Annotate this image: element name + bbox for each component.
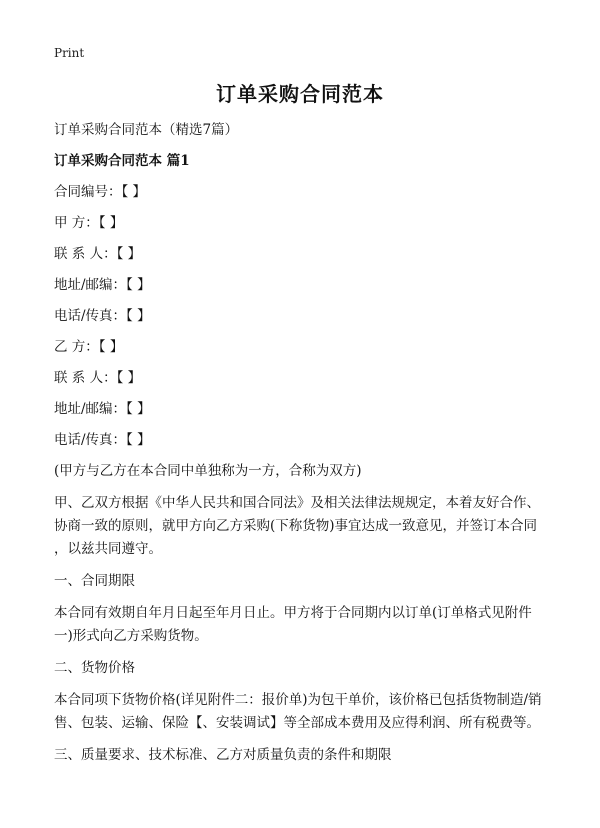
clause-paragraph-line: 售、包装、运输、保险【、安装调试】等全部成本费用及应得利润、所有税费等。 <box>54 715 540 731</box>
party-b-contact-field: 联 系 人：【 】 <box>54 370 142 386</box>
intro-paragraph-line: 协商一致的原则，就甲方向乙方采购(下称货物)事宜达成一致意见，并签订本合同 <box>54 518 538 534</box>
page-title: 订单采购合同范本 <box>216 82 384 106</box>
party-b-field: 乙 方：【 】 <box>54 339 124 355</box>
clause-heading-quality: 三、质量要求、技术标准、乙方对质量负责的条件和期限 <box>54 747 392 763</box>
clause-paragraph-line: 本合同有效期自年月日起至年月日止。甲方将于合同期内以订单(订单格式见附件 <box>54 605 532 621</box>
clause-paragraph-line: 一)形式向乙方采购货物。 <box>54 628 208 644</box>
subtitle: 订单采购合同范本（精选7篇） <box>54 122 239 138</box>
party-a-field: 甲 方：【 】 <box>54 215 124 231</box>
clause-heading-term: 一、合同期限 <box>54 573 135 589</box>
party-b-phone-field: 电话/传真：【 】 <box>54 432 151 448</box>
parties-note: (甲方与乙方在本合同中单独称为一方，合称为双方) <box>54 463 362 479</box>
intro-paragraph-line: 甲、乙双方根据《中华人民共和国合同法》及相关法律法规规定，本着友好合作、 <box>54 495 540 511</box>
clause-paragraph-line: 本合同项下货物价格(详见附件二：报价单)为包干单价，该价格已包括货物制造/销 <box>54 692 542 708</box>
clause-heading-price: 二、货物价格 <box>54 660 135 676</box>
party-a-phone-field: 电话/传真：【 】 <box>54 308 151 324</box>
section-heading: 订单采购合同范本 篇1 <box>54 153 190 169</box>
document-body <box>54 119 554 767</box>
print-link[interactable]: Print <box>54 46 85 60</box>
party-a-contact-field: 联 系 人：【 】 <box>54 246 142 262</box>
intro-paragraph-line: ，以兹共同遵守。 <box>54 541 162 557</box>
party-b-address-field: 地址/邮编：【 】 <box>54 401 151 417</box>
party-a-address-field: 地址/邮编：【 】 <box>54 277 151 293</box>
contract-number-field: 合同编号：【 】 <box>54 184 147 200</box>
